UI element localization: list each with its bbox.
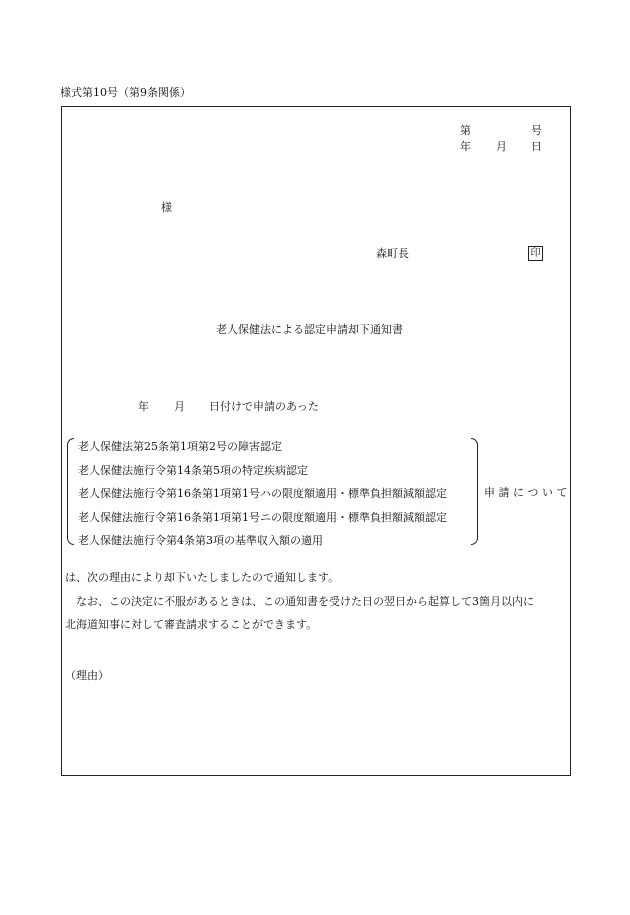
reason-label: （理由） <box>65 669 109 682</box>
subject-suffix: 申 請 に つ い て <box>484 486 568 499</box>
subject-item: 老人保健法施行令第14条第5項の特定疾病認定 <box>78 463 308 477</box>
right-brace <box>471 438 478 545</box>
addressee-suffix: 様 <box>161 201 172 214</box>
subject-list <box>78 440 447 558</box>
subject-item: 老人保健法施行令第16条第1項第1号ハの限度額適用・標準負担額減額認定 <box>78 487 447 500</box>
application-date-text: 日付けで申請のあった <box>209 400 319 413</box>
form-label: 様式第10号（第9条関係） <box>60 86 191 99</box>
document-number-suffix: 号 <box>531 124 542 137</box>
body-line-3: 北海道知事に対して審査請求することができます。 <box>65 618 318 631</box>
subject-item: 老人保健法第25条第1項第2号の障害認定 <box>78 440 282 453</box>
body-line-1: は、次の理由により却下いたしましたので通知します。 <box>65 571 340 584</box>
left-brace <box>67 438 74 545</box>
application-year-label: 年 <box>138 400 149 413</box>
issuer-name: 森町長 <box>376 247 409 260</box>
application-month-label: 月 <box>174 400 185 413</box>
document-title: 老人保健法による認定申請却下通知書 <box>216 323 403 336</box>
subject-item: 老人保健法施行令第4条第3項の基準収入額の適用 <box>78 534 323 547</box>
subject-item: 老人保健法施行令第16条第1項第1号ニの限度額適用・標準負担額減額認定 <box>78 510 447 524</box>
seal-mark: 印 <box>528 246 543 261</box>
document-number-prefix: 第 <box>460 124 471 137</box>
body-line-2: なお、この決定に不服があるときは、この通知書を受けた日の翌日から起算して3箇月以内に <box>65 595 534 608</box>
date-day-label: 日 <box>531 140 542 153</box>
date-year-label: 年 <box>460 140 471 153</box>
date-month-label: 月 <box>496 140 507 153</box>
